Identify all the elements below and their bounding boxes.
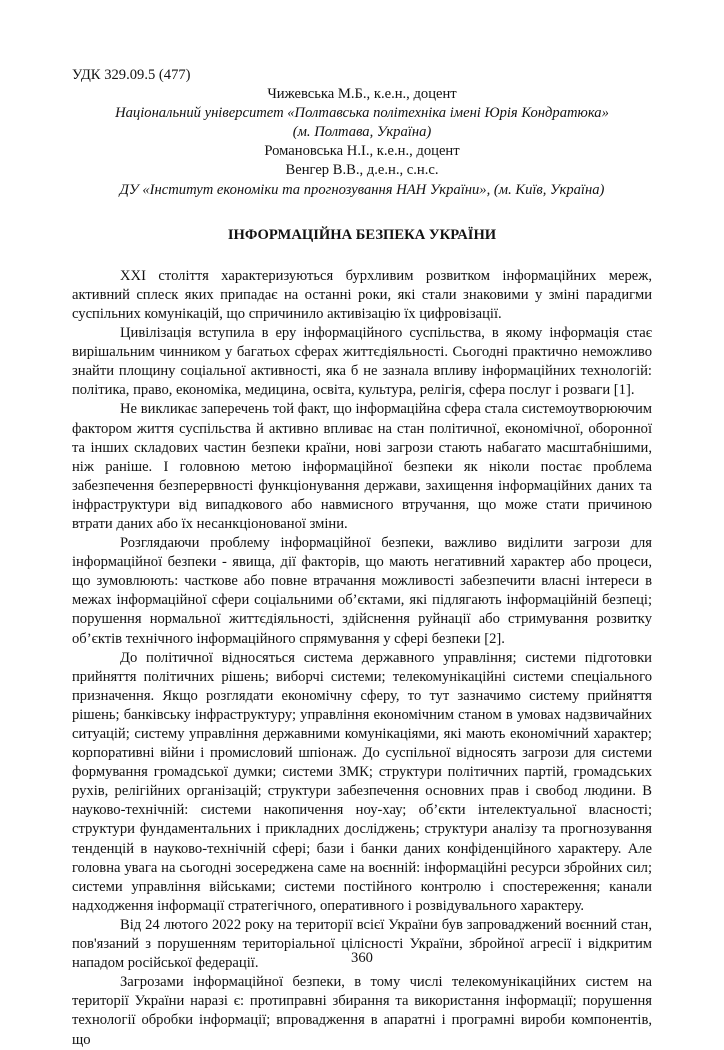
author-line-2: Романовська Н.І., к.е.н., доцент <box>264 143 460 160</box>
affiliation-line-1: Національний університет «Полтавська політехніка імені Юрія Кондратюка» <box>115 105 609 122</box>
page-number: 360 <box>351 950 373 966</box>
author-line-1: Чижевська М.Б., к.е.н., доцент <box>267 86 457 103</box>
paragraph-6: Від 24 лютого 2022 року на території всієї України був запроваджений воєнний стан, пов'язаний з порушенням територіальної цілісності України, збройної агресії і відкритим нападом російської федерації. <box>72 916 652 972</box>
paragraph-5: До політичної відносяться система державного управління; системи підготовки прийняття політичних рішень; виборчі системи; телекомунікаційні системи спеціального призначення. Якщо розглядати економічну сферу, то тут зазначимо систему прийняття рішень; банківську інфраструктуру; управління економічним станом в умовах надзвичайних ситуацій; систему управління державними комунікаціями, які мають економічний характер; корпоративні війни і промисловий шпіонаж. До суспільної відносять загрози для системи формування громадської думки; системи ЗМК; структури політичних партій, громадських рухів, релігійних організацій; структури забезпечення основних прав і свобод людини. В науково-технічній: системи накопичення ноу-хау; об’єкти інтелектуальної власності; структури фундаментальних і прикладних досліджень; структури аналізу та прогнозування тенденцій в науково-технічній сфері; бази і банки даних конфіденційного характеру. Але головна увага на сьогодні зосереджена саме на воєнній: інформаційні ресурси збройних сил; системи управління військами; системи постійного контролю і спостереження; канали надходження інформації стратегічного, оперативного і розвідувального характеру. <box>72 649 652 914</box>
paragraph-3: Не викликає заперечень той факт, що інформаційна сфера стала системоутворюючим фактором життя суспільства й активно впливає на стан політичної, економічної, оборонної та інших складових частин безпеки країни, нові загрози стають набагато масштабнішими, ніж раніше. І головною метою інформаційної безпеки як ніколи постає проблема забезпечення безперервності функціонування держави, захищення інформаційних даних та інфраструктури від випадкового або навмисного втручання, що може стати причиною втрати даних або їх несанкціонованої зміни. <box>72 401 652 532</box>
paragraph-4: Розглядаючи проблему інформаційної безпеки, важливо виділити загрози для інформаційної безпеки - явища, дії факторів, що мають негативний характер або процеси, що зумовлюють: часткове або повне втрачання можливості забезпечити власні інтереси в межах інформаційної сфери соціальними об’єктами, які підлягають інформаційній безпеці; порушення нормальної життєдіяльності, здійснення руйнації або стримування розвитку об’єктів технічного інформаційного спрямування у сфері безпеки [2]. <box>72 535 652 647</box>
paragraph-7: Загрозами інформаційної безпеки, в тому числі телекомунікаційних систем на території України наразі є: протиправні збирання та використання інформації; порушення технології обробки інформації; впровадження в апаратні і програмні вироби компонентів, що <box>72 974 652 1048</box>
body-text <box>72 267 652 1050</box>
affiliation-line-2: ДУ «Інститут економіки та прогнозування НАН України», (м. Київ, Україна) <box>119 181 605 198</box>
paragraph-2: Цивілізація вступила в еру інформаційного суспільства, в якому інформація стає вирішальним чинником у багатьох сферах життєдіяльності. Сьогодні практично неможливо знайти площину соціальної активності, яка б не зазнала впливу інформаційних технологій: політика, право, економіка, медицина, освіта, культура, релігія, сфера послуг і розваги [1]. <box>72 325 652 399</box>
author-line-3: Венгер В.В., д.е.н., с.н.с. <box>285 162 439 179</box>
udk-code: УДК 329.09.5 (477) <box>72 67 191 83</box>
affiliation-location-1: (м. Полтава, Україна) <box>292 124 432 141</box>
authors-block <box>72 85 652 200</box>
document-page <box>72 66 652 1050</box>
paper-title: ІНФОРМАЦІЙНА БЕЗПЕКА УКРАЇНИ <box>227 226 497 243</box>
paragraph-1: XXI століття характеризуються бурхливим розвитком інформаційних мереж, активний сплеск яких припадає на останні роки, які стали знаковими у зміні парадигми суспільних комунікацій, що спричинило активізацію їх цифровізації. <box>72 267 652 322</box>
